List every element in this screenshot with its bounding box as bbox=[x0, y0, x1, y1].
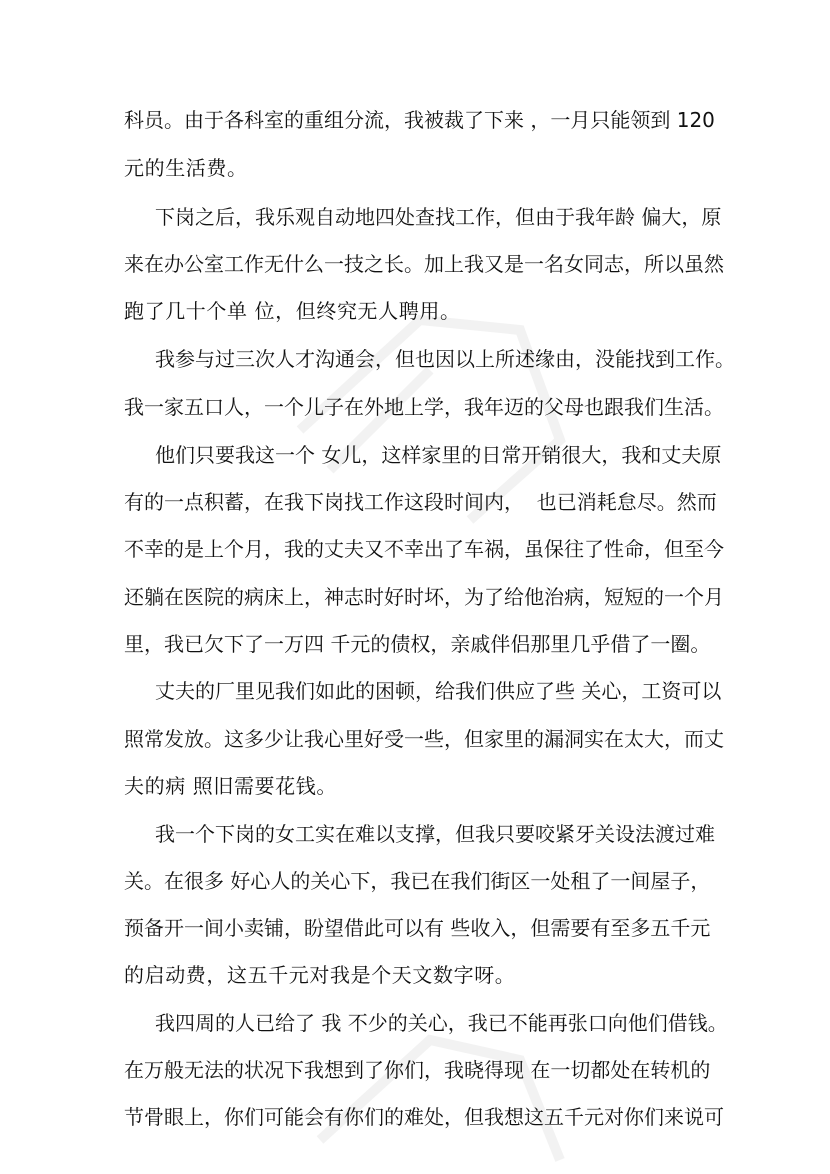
text-line: 里，我已欠下了一万四 千元的债权，亲戚伴侣那里几乎借了一圈。 bbox=[124, 632, 711, 656]
text-line: 下岗之后，我乐观自动地四处查找工作，但由于我年龄 偏大，原 bbox=[155, 205, 722, 229]
text-line: 元的生活费。 bbox=[124, 156, 248, 180]
text-line: 来在办公室工作无什么一技之长。加上我又是一名女同志，所以虽然 bbox=[124, 252, 724, 276]
text-line: 跑了几十个单 位，但终究无人聘用。 bbox=[124, 299, 461, 323]
text-line: 的启动费，这五千元对我是个天文数字呀。 bbox=[124, 963, 516, 987]
text-line: 节骨眼上，你们可能会有你们的难处，但我想这五千元对你们来说可 bbox=[124, 1105, 724, 1129]
text-line: 我一个下岗的女工实在难以支撑，但我只要咬紧牙关设法渡过难 bbox=[155, 822, 715, 846]
text-line: 还躺在医院的病床上，神志时好时坏，为了给他治病，短短的一个月 bbox=[124, 585, 724, 609]
text-line: 不幸的是上个月，我的丈夫又不幸出了车祸，虽保往了性命，但至今 bbox=[124, 537, 724, 561]
text-line: 我四周的人已给了 我 不少的关心，我已不能再张口向他们借钱。 bbox=[155, 1011, 728, 1035]
text-line: 丈夫的厂里见我们如此的困顿，给我们供应了些 关心，工资可以 bbox=[155, 679, 722, 703]
text-line: 预备开一间小卖铺，盼望借此可以有 些收入，但需要有至多五千元 bbox=[124, 916, 711, 940]
text-line: 在万般无法的状况下我想到了你们，我晓得现 在一切都处在转机的 bbox=[124, 1058, 711, 1082]
text-line: 我一家五口人，一个儿子在外地上学，我年迈的父母也跟我们生活。 bbox=[124, 395, 724, 419]
text-line: 关。在很多 好心人的关心下，我已在我们街区一处租了一间屋子， bbox=[124, 869, 711, 893]
text-line: 科员。由于各科室的重组分流，我被裁了下来 ，一月只能领到 120 bbox=[124, 108, 715, 132]
text-line: 我参与过三次人才沟通会，但也因以上所述缘由，没能找到工作。 bbox=[155, 347, 735, 371]
text-line: 夫的病 照旧需要花钱。 bbox=[124, 774, 337, 798]
text-line: 照常发放。这多少让我心里好受一些，但家里的漏洞实在太大，而丈 bbox=[124, 727, 724, 751]
text-line: 有的一点积蓄，在我下岗找工作这段时间内， 也已消耗怠尽。然而 bbox=[124, 490, 717, 514]
text-line: 他们只要我这一个 女儿，这样家里的日常开销很大，我和丈夫原 bbox=[155, 443, 722, 467]
